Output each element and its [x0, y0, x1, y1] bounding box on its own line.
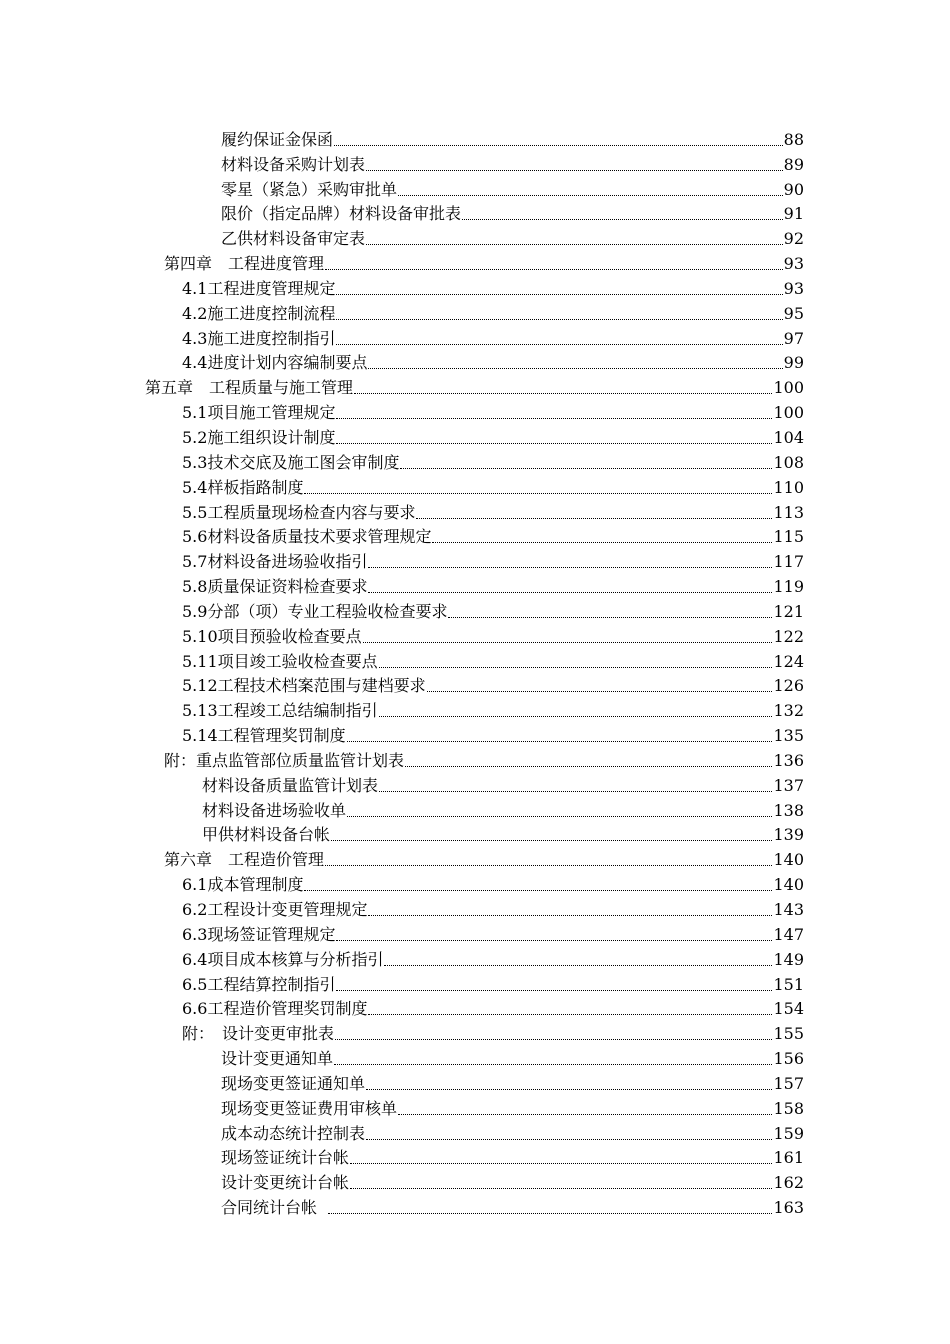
toc-leader-dots [350, 1188, 772, 1189]
toc-entry-page: 95 [783, 303, 804, 323]
toc-leader-dots [336, 418, 772, 419]
toc-leader-dots [336, 940, 772, 941]
toc-entry-title: 现场签证统计台帐 [221, 1148, 350, 1168]
toc-leader-dots [334, 145, 783, 146]
toc-entry-title: 5.6材料设备质量技术要求管理规定 [182, 527, 432, 547]
toc-entry[interactable] [0, 573, 950, 598]
toc-entry-page: 124 [773, 651, 804, 671]
toc-leader-dots [354, 393, 772, 394]
toc-entry[interactable] [0, 548, 950, 573]
toc-leader-dots [366, 244, 783, 245]
toc-entry-title: 材料设备采购计划表 [221, 154, 366, 174]
toc-entry-title: 履约保证金保函 [221, 129, 334, 149]
toc-entry-title: 第四章 工程进度管理 [164, 254, 325, 274]
toc-entry-title: 材料设备质量监管计划表 [202, 775, 379, 795]
toc-entry-page: 163 [773, 1198, 804, 1218]
toc-entry[interactable] [0, 722, 950, 747]
toc-entry-title: 材料设备进场验收单 [202, 800, 347, 820]
toc-leader-dots [347, 741, 773, 742]
toc-entry-title: 6.5工程结算控制指引 [182, 974, 336, 994]
toc-entry-page: 110 [773, 477, 804, 497]
toc-entry-page: 151 [773, 974, 804, 994]
toc-entry[interactable] [0, 1169, 950, 1194]
toc-entry-title: 第五章 工程质量与施工管理 [145, 378, 354, 398]
toc-entry-title: 6.2工程设计变更管理规定 [182, 900, 368, 919]
toc-entry-page: 154 [773, 999, 804, 1019]
toc-entry-title: 5.5工程质量现场检查内容与要求 [182, 502, 416, 522]
toc-entry[interactable] [0, 1145, 950, 1170]
toc-entry-title: 4.2施工进度控制流程 [182, 303, 336, 323]
toc-entry[interactable] [0, 201, 950, 226]
toc-leader-dots [304, 493, 772, 494]
toc-entry-page: 140 [773, 850, 804, 870]
toc-entry-title: 6.4项目成本核算与分析指引 [182, 949, 384, 969]
toc-entry[interactable] [0, 747, 950, 772]
toc-entry-page: 156 [773, 1049, 804, 1069]
toc-entry[interactable] [0, 1095, 950, 1120]
toc-entry-title: 成本动态统计控制表 [221, 1123, 366, 1143]
toc-entry-title: 6.6工程造价管理奖罚制度 [182, 999, 368, 1019]
toc-entry-page: 149 [773, 949, 804, 969]
toc-entry[interactable] [0, 225, 950, 250]
toc-leader-dots [416, 518, 772, 519]
toc-entry[interactable] [0, 350, 950, 375]
toc-leader-dots [336, 294, 782, 295]
toc-entry-page: 91 [783, 204, 804, 224]
toc-entry-page: 121 [773, 601, 804, 621]
toc-leader-dots [336, 344, 782, 345]
toc-leader-dots [368, 368, 782, 369]
toc-entry[interactable] [0, 896, 950, 921]
toc-leader-dots [368, 915, 772, 916]
toc-entry-page: 122 [773, 626, 804, 646]
toc-entry-title: 5.4样板指路制度 [182, 477, 304, 497]
toc-leader-dots [398, 195, 783, 196]
toc-entry-title: 5.8质量保证资料检查要求 [182, 577, 368, 597]
toc-entry-page: 126 [773, 676, 804, 696]
toc-entry[interactable] [0, 648, 950, 673]
toc-leader-dots [334, 1064, 772, 1065]
toc-entry[interactable] [0, 499, 950, 524]
toc-entry-page: 93 [783, 254, 804, 274]
toc-entry-page: 157 [773, 1073, 804, 1093]
toc-entry[interactable] [0, 151, 950, 176]
toc-entry[interactable] [0, 325, 950, 350]
toc-entry-title: 第六章 工程造价管理 [164, 850, 325, 870]
toc-entry-title: 设计变更通知单 [221, 1049, 334, 1069]
toc-entry-title: 5.7材料设备进场验收指引 [182, 552, 368, 572]
toc-entry-page: 159 [773, 1123, 804, 1143]
table-of-contents [0, 126, 950, 1219]
toc-leader-dots [350, 1163, 772, 1164]
toc-entry-page: 113 [773, 502, 804, 522]
toc-leader-dots [304, 890, 772, 891]
toc-entry-page: 93 [783, 278, 804, 298]
toc-entry-page: 138 [773, 800, 804, 820]
toc-entry-page: 161 [773, 1148, 804, 1168]
toc-entry-title: 合同统计台帐 [221, 1198, 318, 1218]
toc-entry-title: 4.3施工进度控制指引 [182, 328, 336, 348]
toc-entry-title: 设计变更统计台帐 [221, 1173, 350, 1193]
toc-entry-title: 5.12工程技术档案范围与建档要求 [182, 676, 426, 696]
toc-entry-page: 117 [773, 552, 804, 572]
toc-entry-page: 137 [773, 775, 804, 795]
toc-entry-page: 158 [773, 1098, 804, 1118]
toc-leader-dots [379, 667, 773, 668]
toc-entry[interactable] [0, 971, 950, 996]
toc-entry[interactable] [0, 424, 950, 449]
toc-entry-page: 155 [773, 1024, 804, 1044]
toc-entry-title: 5.2施工组织设计制度 [182, 427, 336, 447]
toc-entry-page: 99 [783, 353, 804, 373]
toc-leader-dots [398, 1114, 772, 1115]
toc-entry-page: 100 [773, 378, 804, 398]
toc-entry-page: 162 [773, 1173, 804, 1193]
toc-leader-dots [363, 642, 773, 643]
toc-entry-page: 139 [773, 825, 804, 845]
toc-entry-title: 甲供材料设备台帐 [202, 825, 331, 845]
toc-entry[interactable] [0, 797, 950, 822]
toc-entry[interactable] [0, 1020, 950, 1045]
toc-entry[interactable] [0, 126, 950, 151]
toc-leader-dots [368, 1014, 772, 1015]
toc-leader-dots [400, 468, 772, 469]
toc-entry-page: 104 [773, 427, 804, 447]
toc-entry-title: 4.4进度计划内容编制要点 [182, 353, 368, 373]
toc-entry[interactable] [0, 374, 950, 399]
toc-entry[interactable] [0, 449, 950, 474]
toc-entry[interactable] [0, 871, 950, 896]
toc-entry[interactable] [0, 996, 950, 1021]
toc-entry-page: 140 [773, 875, 804, 895]
toc-entry[interactable] [0, 623, 950, 648]
toc-leader-dots [432, 542, 772, 543]
toc-leader-dots [336, 990, 772, 991]
toc-entry-page: 147 [773, 924, 804, 944]
toc-entry[interactable] [0, 250, 950, 275]
toc-entry-page: 143 [773, 900, 804, 919]
toc-leader-dots [325, 865, 772, 866]
toc-leader-dots [366, 1089, 772, 1090]
toc-leader-dots [366, 170, 783, 171]
toc-entry-title: 附：重点监管部位质量监管计划表 [164, 750, 405, 770]
toc-leader-dots [427, 691, 773, 692]
toc-leader-dots [462, 219, 783, 220]
toc-entry[interactable] [0, 673, 950, 698]
toc-entry-title: 5.10项目预验收检查要点 [182, 626, 362, 646]
toc-leader-dots [366, 1139, 772, 1140]
toc-entry-page: 115 [773, 527, 804, 547]
toc-leader-dots [379, 716, 773, 717]
toc-entry-page: 92 [783, 229, 804, 249]
toc-entry[interactable] [0, 772, 950, 797]
toc-entry[interactable] [0, 921, 950, 946]
toc-entry-title: 6.1成本管理制度 [182, 875, 304, 895]
toc-entry-page: 108 [773, 452, 804, 472]
toc-entry-title: 限价（指定品牌）材料设备审批表 [221, 204, 462, 224]
toc-entry[interactable] [0, 474, 950, 499]
toc-entry[interactable] [0, 300, 950, 325]
toc-leader-dots [328, 1213, 772, 1214]
toc-entry-title: 4.1工程进度管理规定 [182, 278, 336, 298]
toc-entry[interactable] [0, 822, 950, 847]
toc-entry-page: 132 [773, 701, 804, 721]
toc-leader-dots [405, 766, 772, 767]
toc-entry[interactable] [0, 697, 950, 722]
toc-entry[interactable] [0, 399, 950, 424]
toc-entry-title: 5.14工程管理奖罚制度 [182, 726, 346, 746]
toc-entry-page: 100 [773, 403, 804, 423]
toc-entry-title: 5.3技术交底及施工图会审制度 [182, 452, 400, 472]
toc-entry-title: 零星（紧急）采购审批单 [221, 179, 398, 199]
toc-entry[interactable] [0, 1070, 950, 1095]
toc-leader-dots [347, 816, 772, 817]
toc-entry-page: 90 [783, 179, 804, 199]
toc-entry-title: 5.13工程竣工总结编制指引 [182, 701, 378, 721]
toc-entry-page: 135 [773, 726, 804, 746]
toc-entry[interactable] [0, 846, 950, 871]
toc-entry-title: 附： 设计变更审批表 [182, 1024, 335, 1044]
toc-entry-title: 5.1项目施工管理规定 [182, 403, 336, 423]
toc-entry-title: 现场变更签证费用审核单 [221, 1098, 398, 1118]
toc-entry-page: 136 [773, 750, 804, 770]
toc-entry[interactable] [0, 524, 950, 549]
toc-leader-dots [368, 567, 772, 568]
toc-leader-dots [336, 443, 772, 444]
toc-entry-page: 89 [783, 154, 804, 174]
toc-entry[interactable] [0, 598, 950, 623]
toc-entry-page: 88 [783, 129, 804, 149]
toc-leader-dots [335, 1039, 772, 1040]
toc-leader-dots [325, 269, 783, 270]
toc-leader-dots [448, 617, 772, 618]
toc-entry[interactable] [0, 946, 950, 971]
toc-entry[interactable] [0, 176, 950, 201]
toc-leader-dots [336, 319, 782, 320]
toc-entry-title: 5.9分部（项）专业工程验收检查要求 [182, 601, 448, 621]
toc-leader-dots [384, 965, 772, 966]
toc-entry-title: 5.11项目竣工验收检查要点 [182, 651, 378, 671]
toc-leader-dots [331, 840, 772, 841]
toc-entry-page: 97 [783, 328, 804, 348]
toc-entry[interactable] [0, 1120, 950, 1145]
toc-leader-dots [379, 791, 772, 792]
toc-entry[interactable] [0, 1045, 950, 1070]
toc-entry-title: 现场变更签证通知单 [221, 1073, 366, 1093]
toc-entry-title: 乙供材料设备审定表 [221, 229, 366, 249]
toc-entry-title: 6.3现场签证管理规定 [182, 924, 336, 944]
toc-leader-dots [368, 592, 772, 593]
toc-entry[interactable] [0, 1194, 950, 1219]
toc-entry-page: 119 [773, 577, 804, 597]
toc-entry[interactable] [0, 275, 950, 300]
